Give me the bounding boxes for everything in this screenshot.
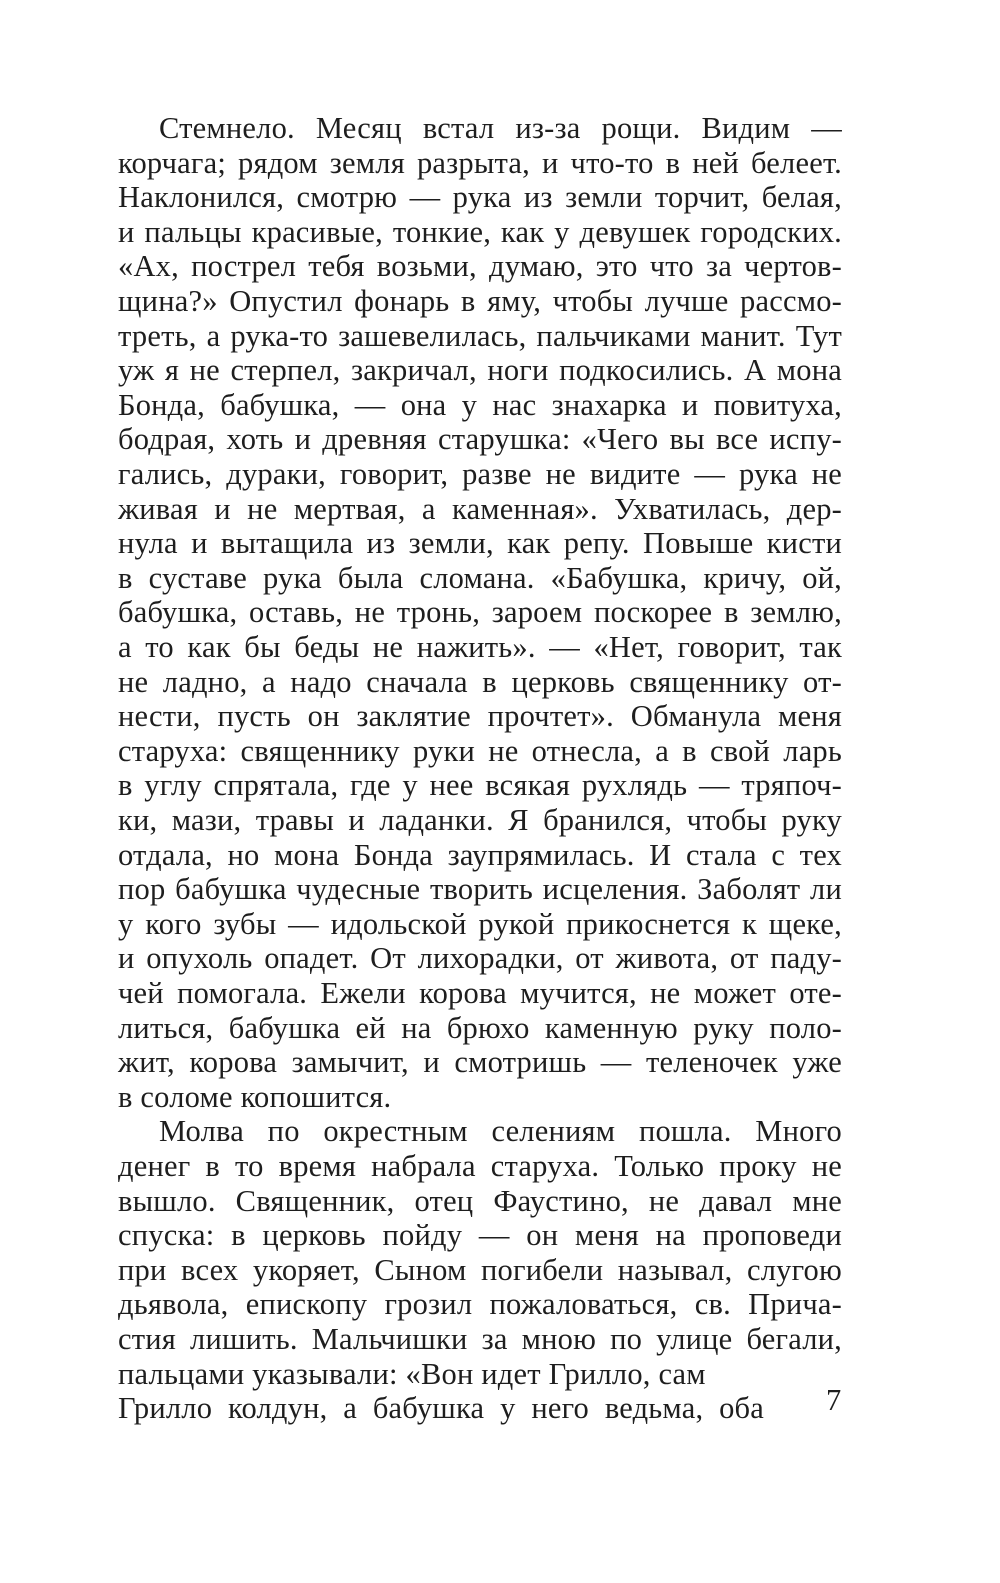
text-line: Наклонился, смотрю — рука из земли торчит, белая, xyxy=(118,180,842,215)
text-line: Молва по окрестным селениям пошла. Много xyxy=(159,1114,842,1149)
text-line: не ладно, а надо сначала в церковь священнику от- xyxy=(118,664,842,699)
text-line: Бонда, бабушка, — она у нас знахарка и повитуха, xyxy=(118,387,842,422)
text-line: чей помогала. Ежели корова мучится, не может оте- xyxy=(118,976,842,1010)
text-line: спуска: в церковь пойду — он меня на проповеди xyxy=(118,1218,842,1253)
text-line: жит, корова замычит, и смотришь — теленочек уже xyxy=(118,1045,842,1080)
text-line: треть, а рука-то зашевелилась, пальчиками манит. Тут xyxy=(118,318,842,353)
text-line: отдала, но мона Бонда заупрямилась. И стала с тех xyxy=(118,837,842,872)
text-line: корчага; рядом земля разрыта, и что-то в ней белеет. xyxy=(118,145,842,180)
text-line: «Ах, пострел тебя возьми, думаю, это что за чертов- xyxy=(118,249,842,284)
text-line: а то как бы беды не нажить». — «Нет, говорит, так xyxy=(118,630,842,664)
text-line: уж я не стерпел, закричал, ноги подкосились. А мона xyxy=(118,353,842,388)
page-number: 7 xyxy=(826,1383,842,1417)
text-line: нула и вытащила из земли, как репу. Повыше кисти xyxy=(118,526,842,561)
text-line: литься, бабушка ей на брюхо каменную руку поло- xyxy=(118,1010,842,1045)
text-line: и пальцы красивые, тонкие, как у девушек городских. xyxy=(118,214,842,249)
text-line: дьявола, епископу грозил пожаловаться, св. Прича- xyxy=(118,1287,842,1322)
text-line: нести, пусть он заклятие прочтет». Обманула меня xyxy=(118,699,842,734)
text-line: пальцами указывали: «Вон идет Грилло, сам xyxy=(118,1356,706,1391)
text-line: Грилло колдун, а бабушка у него ведьма, оба xyxy=(118,1391,764,1426)
text-line: щина?» Опустил фонарь в яму, чтобы лучше рассмо- xyxy=(118,284,842,318)
text-line: Стемнело. Месяц встал из-за рощи. Видим — xyxy=(159,111,842,145)
text-line: при всех укоряет, Сыном погибели называл, слугою xyxy=(118,1252,842,1287)
text-line: пор бабушка чудесные творить исцеления. Заболят ли xyxy=(118,872,842,907)
text-line: в суставе рука была сломана. «Бабушка, кричу, ой, xyxy=(118,560,842,595)
text-line: в соломе копошится. xyxy=(118,1079,392,1114)
text-line: бодрая, хоть и древняя старушка: «Чего вы все испу- xyxy=(118,422,842,457)
text-line: гались, дураки, говорит, разве не видите — рука не xyxy=(118,457,842,491)
text-line: живая и не мертвая, а каменная». Ухватилась, дер- xyxy=(118,491,842,526)
text-line: бабушка, оставь, не тронь, зароем поскорее в землю, xyxy=(118,595,842,630)
text-line: у кого зубы — идольской рукой прикоснется к щеке, xyxy=(118,906,842,941)
text-line: стия лишить. Мальчишки за мною по улице бегали, xyxy=(118,1322,842,1356)
text-line: в углу спрятала, где у нее всякая рухлядь — тряпоч- xyxy=(118,768,842,803)
text-line: старуха: священнику руки не отнесла, а в свой ларь xyxy=(118,733,842,768)
text-line: денег в то время набрала старуха. Только проку не xyxy=(118,1149,842,1183)
text-line: и опухоль опадет. От лихорадки, от живота, от паду- xyxy=(118,941,842,976)
text-line: ки, мази, травы и ладанки. Я бранился, чтобы руку xyxy=(118,803,842,837)
text-line: вышло. Священник, отец Фаустино, не давал мне xyxy=(118,1183,842,1218)
